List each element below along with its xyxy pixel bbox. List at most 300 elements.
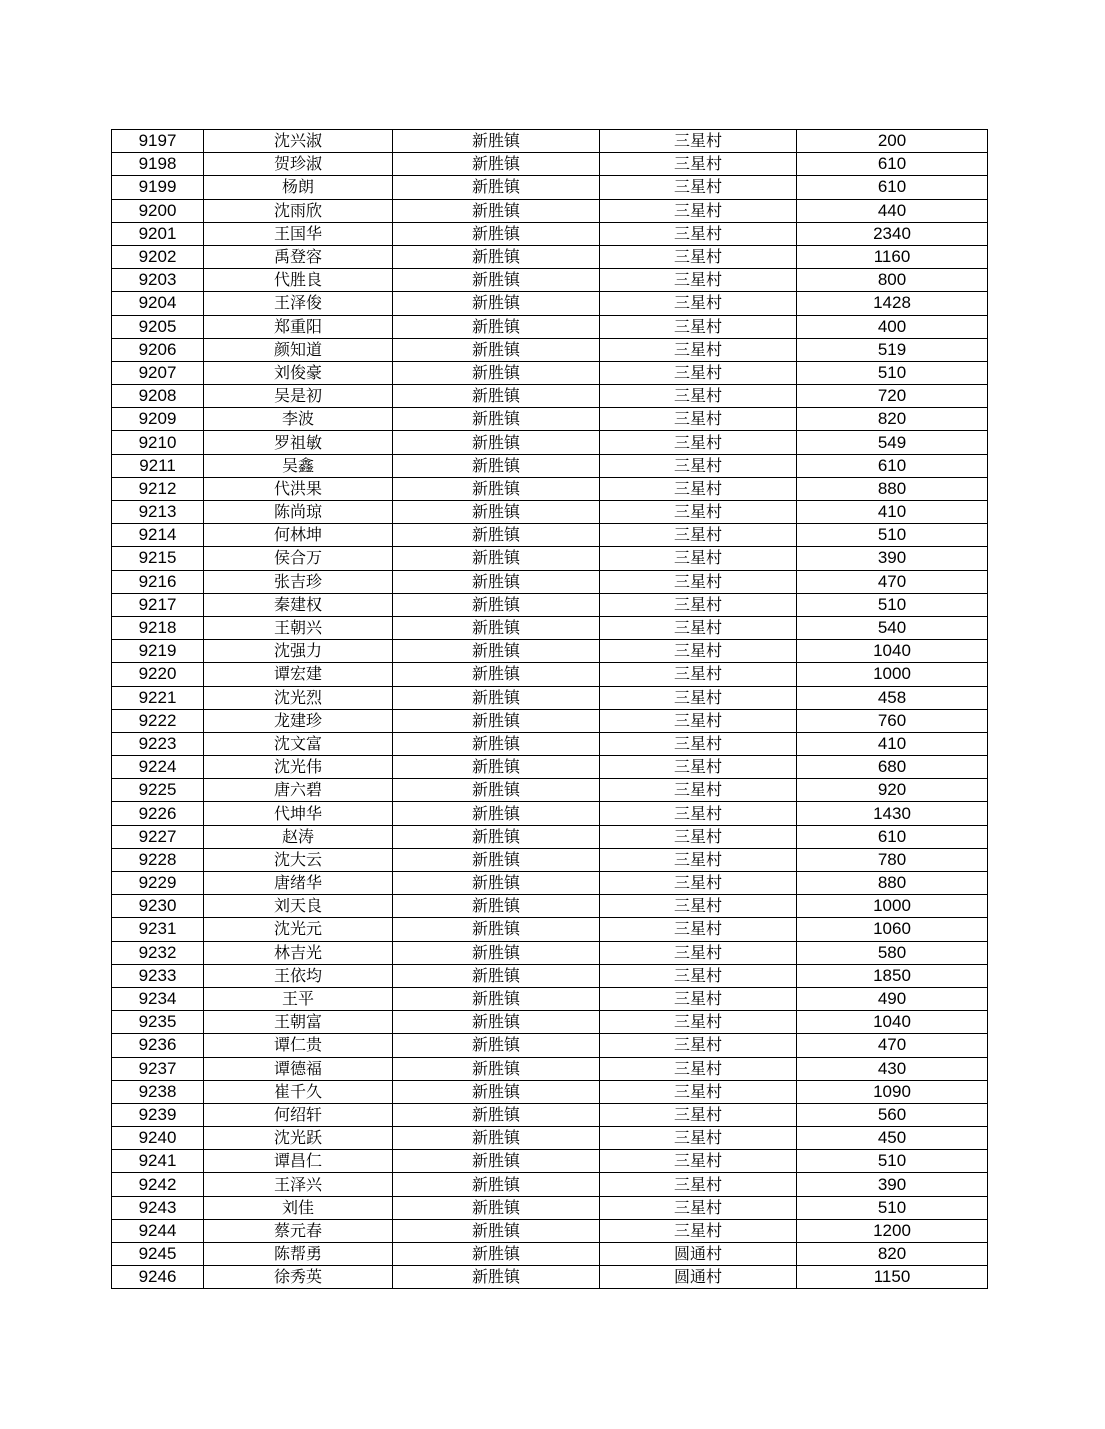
cell-town: 新胜镇: [393, 570, 600, 593]
cell-village: 三星村: [600, 779, 797, 802]
table-row: [112, 454, 988, 477]
cell-town: 新胜镇: [393, 408, 600, 431]
table-row: [112, 1034, 988, 1057]
table-row: [112, 501, 988, 524]
cell-amount: 390: [797, 547, 988, 570]
table-row: [112, 385, 988, 408]
cell-number: 9199: [112, 176, 204, 199]
table-row: [112, 199, 988, 222]
cell-village: 三星村: [600, 1080, 797, 1103]
table-row: [112, 1243, 988, 1266]
cell-name: 何林坤: [204, 524, 393, 547]
table-row: [112, 338, 988, 361]
cell-village: 三星村: [600, 524, 797, 547]
cell-name: 侯合万: [204, 547, 393, 570]
cell-number: 9197: [112, 130, 204, 153]
cell-number: 9241: [112, 1150, 204, 1173]
cell-amount: 1040: [797, 1011, 988, 1034]
cell-village: 三星村: [600, 663, 797, 686]
cell-name: 谭德福: [204, 1057, 393, 1080]
cell-town: 新胜镇: [393, 1219, 600, 1242]
cell-village: 三星村: [600, 245, 797, 268]
cell-village: 三星村: [600, 454, 797, 477]
cell-village: 三星村: [600, 431, 797, 454]
cell-amount: 720: [797, 385, 988, 408]
table-row: [112, 1173, 988, 1196]
cell-name: 王国华: [204, 222, 393, 245]
cell-town: 新胜镇: [393, 756, 600, 779]
cell-name: 沈文富: [204, 732, 393, 755]
cell-number: 9234: [112, 987, 204, 1010]
cell-amount: 680: [797, 756, 988, 779]
table-row: [112, 593, 988, 616]
cell-town: 新胜镇: [393, 477, 600, 500]
cell-number: 9233: [112, 964, 204, 987]
table-row: [112, 941, 988, 964]
table-row: [112, 477, 988, 500]
cell-amount: 800: [797, 269, 988, 292]
cell-town: 新胜镇: [393, 663, 600, 686]
table-row: [112, 176, 988, 199]
cell-town: 新胜镇: [393, 709, 600, 732]
cell-name: 陈尚琼: [204, 501, 393, 524]
cell-town: 新胜镇: [393, 1173, 600, 1196]
cell-number: 9216: [112, 570, 204, 593]
cell-amount: 610: [797, 825, 988, 848]
cell-amount: 470: [797, 1034, 988, 1057]
cell-amount: 1150: [797, 1266, 988, 1289]
cell-village: 三星村: [600, 1196, 797, 1219]
cell-number: 9214: [112, 524, 204, 547]
cell-town: 新胜镇: [393, 245, 600, 268]
cell-town: 新胜镇: [393, 1057, 600, 1080]
cell-town: 新胜镇: [393, 1103, 600, 1126]
cell-town: 新胜镇: [393, 547, 600, 570]
table-row: [112, 1011, 988, 1034]
cell-number: 9226: [112, 802, 204, 825]
cell-amount: 510: [797, 524, 988, 547]
cell-number: 9245: [112, 1243, 204, 1266]
cell-village: 三星村: [600, 802, 797, 825]
cell-village: 三星村: [600, 1219, 797, 1242]
table-row: [112, 1127, 988, 1150]
table-row: [112, 616, 988, 639]
cell-amount: 610: [797, 454, 988, 477]
cell-amount: 820: [797, 408, 988, 431]
cell-village: 三星村: [600, 199, 797, 222]
cell-amount: 490: [797, 987, 988, 1010]
cell-town: 新胜镇: [393, 1011, 600, 1034]
table-row: [112, 872, 988, 895]
cell-number: 9224: [112, 756, 204, 779]
table-row: [112, 640, 988, 663]
cell-number: 9238: [112, 1080, 204, 1103]
cell-name: 沈光跃: [204, 1127, 393, 1150]
cell-number: 9244: [112, 1219, 204, 1242]
cell-amount: 510: [797, 593, 988, 616]
table-row: [112, 1196, 988, 1219]
cell-amount: 510: [797, 361, 988, 384]
cell-town: 新胜镇: [393, 616, 600, 639]
cell-name: 杨朗: [204, 176, 393, 199]
cell-amount: 1430: [797, 802, 988, 825]
cell-amount: 1040: [797, 640, 988, 663]
table-row: [112, 663, 988, 686]
cell-number: 9246: [112, 1266, 204, 1289]
cell-amount: 920: [797, 779, 988, 802]
cell-town: 新胜镇: [393, 222, 600, 245]
cell-town: 新胜镇: [393, 895, 600, 918]
cell-town: 新胜镇: [393, 315, 600, 338]
cell-name: 沈光烈: [204, 686, 393, 709]
cell-village: 三星村: [600, 640, 797, 663]
cell-town: 新胜镇: [393, 501, 600, 524]
cell-number: 9210: [112, 431, 204, 454]
cell-number: 9232: [112, 941, 204, 964]
cell-amount: 410: [797, 732, 988, 755]
cell-town: 新胜镇: [393, 825, 600, 848]
table-row: [112, 1150, 988, 1173]
cell-amount: 610: [797, 176, 988, 199]
cell-name: 沈强力: [204, 640, 393, 663]
cell-town: 新胜镇: [393, 1150, 600, 1173]
cell-number: 9203: [112, 269, 204, 292]
table-row: [112, 408, 988, 431]
cell-town: 新胜镇: [393, 269, 600, 292]
cell-amount: 410: [797, 501, 988, 524]
table-row: [112, 732, 988, 755]
cell-village: 三星村: [600, 292, 797, 315]
table-row: [112, 686, 988, 709]
cell-name: 何绍轩: [204, 1103, 393, 1126]
table-row: [112, 524, 988, 547]
cell-name: 刘俊豪: [204, 361, 393, 384]
cell-amount: 470: [797, 570, 988, 593]
cell-amount: 2340: [797, 222, 988, 245]
cell-number: 9205: [112, 315, 204, 338]
table-row: [112, 1057, 988, 1080]
cell-name: 吴是初: [204, 385, 393, 408]
cell-number: 9235: [112, 1011, 204, 1034]
cell-name: 代胜良: [204, 269, 393, 292]
cell-amount: 760: [797, 709, 988, 732]
cell-name: 林吉光: [204, 941, 393, 964]
cell-town: 新胜镇: [393, 848, 600, 871]
cell-town: 新胜镇: [393, 1266, 600, 1289]
table-row: [112, 895, 988, 918]
cell-number: 9231: [112, 918, 204, 941]
cell-village: 三星村: [600, 872, 797, 895]
cell-name: 沈兴淑: [204, 130, 393, 153]
cell-town: 新胜镇: [393, 1127, 600, 1150]
cell-name: 刘佳: [204, 1196, 393, 1219]
table-row: [112, 130, 988, 153]
cell-amount: 430: [797, 1057, 988, 1080]
cell-village: 三星村: [600, 895, 797, 918]
cell-town: 新胜镇: [393, 1243, 600, 1266]
cell-amount: 780: [797, 848, 988, 871]
cell-number: 9209: [112, 408, 204, 431]
cell-amount: 1060: [797, 918, 988, 941]
cell-town: 新胜镇: [393, 153, 600, 176]
cell-number: 9236: [112, 1034, 204, 1057]
cell-town: 新胜镇: [393, 292, 600, 315]
cell-village: 三星村: [600, 269, 797, 292]
cell-village: 三星村: [600, 709, 797, 732]
cell-village: 三星村: [600, 1173, 797, 1196]
cell-name: 李波: [204, 408, 393, 431]
cell-number: 9218: [112, 616, 204, 639]
cell-town: 新胜镇: [393, 686, 600, 709]
cell-amount: 1000: [797, 663, 988, 686]
cell-name: 谭宏建: [204, 663, 393, 686]
cell-village: 三星村: [600, 825, 797, 848]
cell-number: 9225: [112, 779, 204, 802]
cell-town: 新胜镇: [393, 524, 600, 547]
cell-town: 新胜镇: [393, 779, 600, 802]
cell-number: 9230: [112, 895, 204, 918]
cell-name: 禹登容: [204, 245, 393, 268]
cell-amount: 1850: [797, 964, 988, 987]
cell-amount: 510: [797, 1150, 988, 1173]
cell-village: 三星村: [600, 501, 797, 524]
cell-village: 三星村: [600, 941, 797, 964]
table-row: [112, 315, 988, 338]
cell-name: 代坤华: [204, 802, 393, 825]
cell-village: 三星村: [600, 130, 797, 153]
cell-name: 谭昌仁: [204, 1150, 393, 1173]
table-row: [112, 825, 988, 848]
cell-number: 9220: [112, 663, 204, 686]
cell-village: 圆通村: [600, 1266, 797, 1289]
cell-amount: 200: [797, 130, 988, 153]
cell-amount: 390: [797, 1173, 988, 1196]
cell-name: 沈光元: [204, 918, 393, 941]
cell-name: 罗祖敏: [204, 431, 393, 454]
cell-number: 9227: [112, 825, 204, 848]
cell-number: 9198: [112, 153, 204, 176]
data-table: [111, 129, 988, 1289]
cell-number: 9202: [112, 245, 204, 268]
cell-town: 新胜镇: [393, 640, 600, 663]
cell-name: 王泽俊: [204, 292, 393, 315]
cell-number: 9204: [112, 292, 204, 315]
table-row: [112, 431, 988, 454]
cell-village: 三星村: [600, 918, 797, 941]
cell-name: 赵涛: [204, 825, 393, 848]
cell-amount: 1000: [797, 895, 988, 918]
cell-name: 代洪果: [204, 477, 393, 500]
cell-amount: 820: [797, 1243, 988, 1266]
cell-name: 王朝兴: [204, 616, 393, 639]
cell-village: 三星村: [600, 570, 797, 593]
cell-village: 三星村: [600, 1150, 797, 1173]
cell-town: 新胜镇: [393, 130, 600, 153]
cell-village: 三星村: [600, 686, 797, 709]
cell-number: 9213: [112, 501, 204, 524]
table-row: [112, 292, 988, 315]
cell-village: 三星村: [600, 1057, 797, 1080]
cell-town: 新胜镇: [393, 385, 600, 408]
cell-number: 9222: [112, 709, 204, 732]
cell-village: 三星村: [600, 593, 797, 616]
cell-number: 9240: [112, 1127, 204, 1150]
cell-town: 新胜镇: [393, 918, 600, 941]
cell-town: 新胜镇: [393, 941, 600, 964]
cell-town: 新胜镇: [393, 1196, 600, 1219]
cell-town: 新胜镇: [393, 454, 600, 477]
cell-number: 9219: [112, 640, 204, 663]
table-row: [112, 269, 988, 292]
cell-town: 新胜镇: [393, 338, 600, 361]
cell-village: 三星村: [600, 385, 797, 408]
cell-village: 三星村: [600, 1127, 797, 1150]
cell-village: 三星村: [600, 1034, 797, 1057]
cell-number: 9200: [112, 199, 204, 222]
cell-amount: 1428: [797, 292, 988, 315]
cell-town: 新胜镇: [393, 964, 600, 987]
cell-name: 唐绪华: [204, 872, 393, 895]
cell-town: 新胜镇: [393, 802, 600, 825]
cell-name: 徐秀英: [204, 1266, 393, 1289]
cell-name: 唐六碧: [204, 779, 393, 802]
cell-number: 9212: [112, 477, 204, 500]
table-body: [112, 130, 988, 1289]
cell-name: 张吉珍: [204, 570, 393, 593]
cell-name: 贺珍淑: [204, 153, 393, 176]
table-row: [112, 918, 988, 941]
cell-town: 新胜镇: [393, 176, 600, 199]
cell-village: 三星村: [600, 176, 797, 199]
cell-town: 新胜镇: [393, 1034, 600, 1057]
cell-village: 三星村: [600, 547, 797, 570]
cell-amount: 610: [797, 153, 988, 176]
cell-amount: 450: [797, 1127, 988, 1150]
table-row: [112, 987, 988, 1010]
cell-village: 三星村: [600, 732, 797, 755]
cell-name: 谭仁贵: [204, 1034, 393, 1057]
cell-number: 9211: [112, 454, 204, 477]
cell-number: 9215: [112, 547, 204, 570]
table-row: [112, 1103, 988, 1126]
cell-village: 三星村: [600, 756, 797, 779]
cell-number: 9242: [112, 1173, 204, 1196]
cell-number: 9206: [112, 338, 204, 361]
cell-amount: 580: [797, 941, 988, 964]
cell-amount: 549: [797, 431, 988, 454]
cell-number: 9201: [112, 222, 204, 245]
cell-amount: 510: [797, 1196, 988, 1219]
table-row: [112, 964, 988, 987]
cell-village: 三星村: [600, 222, 797, 245]
cell-village: 三星村: [600, 315, 797, 338]
cell-name: 王平: [204, 987, 393, 1010]
cell-village: 三星村: [600, 1103, 797, 1126]
cell-village: 三星村: [600, 408, 797, 431]
cell-name: 王朝富: [204, 1011, 393, 1034]
cell-village: 三星村: [600, 338, 797, 361]
cell-name: 崔千久: [204, 1080, 393, 1103]
cell-amount: 519: [797, 338, 988, 361]
cell-name: 沈大云: [204, 848, 393, 871]
cell-amount: 1160: [797, 245, 988, 268]
table-row: [112, 361, 988, 384]
cell-village: 三星村: [600, 153, 797, 176]
cell-amount: 880: [797, 477, 988, 500]
table-row: [112, 570, 988, 593]
cell-number: 9207: [112, 361, 204, 384]
table-row: [112, 1266, 988, 1289]
cell-amount: 1090: [797, 1080, 988, 1103]
cell-name: 王泽兴: [204, 1173, 393, 1196]
cell-name: 蔡元春: [204, 1219, 393, 1242]
table-row: [112, 547, 988, 570]
cell-village: 三星村: [600, 1011, 797, 1034]
table-row: [112, 1080, 988, 1103]
cell-town: 新胜镇: [393, 872, 600, 895]
table-row: [112, 222, 988, 245]
table-row: [112, 779, 988, 802]
cell-town: 新胜镇: [393, 199, 600, 222]
cell-number: 9237: [112, 1057, 204, 1080]
table-row: [112, 709, 988, 732]
table-row: [112, 848, 988, 871]
cell-village: 三星村: [600, 848, 797, 871]
table-row: [112, 245, 988, 268]
cell-amount: 880: [797, 872, 988, 895]
cell-name: 刘天良: [204, 895, 393, 918]
cell-town: 新胜镇: [393, 361, 600, 384]
cell-village: 三星村: [600, 616, 797, 639]
cell-amount: 400: [797, 315, 988, 338]
cell-name: 颜知道: [204, 338, 393, 361]
cell-town: 新胜镇: [393, 431, 600, 454]
cell-village: 三星村: [600, 361, 797, 384]
cell-amount: 1200: [797, 1219, 988, 1242]
cell-name: 沈雨欣: [204, 199, 393, 222]
cell-town: 新胜镇: [393, 1080, 600, 1103]
cell-name: 沈光伟: [204, 756, 393, 779]
cell-number: 9221: [112, 686, 204, 709]
cell-name: 陈帮勇: [204, 1243, 393, 1266]
cell-number: 9223: [112, 732, 204, 755]
cell-village: 三星村: [600, 987, 797, 1010]
cell-amount: 540: [797, 616, 988, 639]
cell-amount: 560: [797, 1103, 988, 1126]
cell-number: 9228: [112, 848, 204, 871]
cell-town: 新胜镇: [393, 987, 600, 1010]
cell-number: 9208: [112, 385, 204, 408]
cell-name: 王依均: [204, 964, 393, 987]
table-row: [112, 756, 988, 779]
cell-number: 9243: [112, 1196, 204, 1219]
cell-amount: 458: [797, 686, 988, 709]
cell-village: 三星村: [600, 964, 797, 987]
table-row: [112, 1219, 988, 1242]
cell-name: 郑重阳: [204, 315, 393, 338]
cell-number: 9229: [112, 872, 204, 895]
cell-number: 9239: [112, 1103, 204, 1126]
table-row: [112, 802, 988, 825]
cell-town: 新胜镇: [393, 732, 600, 755]
cell-name: 吴鑫: [204, 454, 393, 477]
table-row: [112, 153, 988, 176]
cell-name: 龙建珍: [204, 709, 393, 732]
cell-name: 秦建权: [204, 593, 393, 616]
cell-number: 9217: [112, 593, 204, 616]
cell-town: 新胜镇: [393, 593, 600, 616]
cell-amount: 440: [797, 199, 988, 222]
